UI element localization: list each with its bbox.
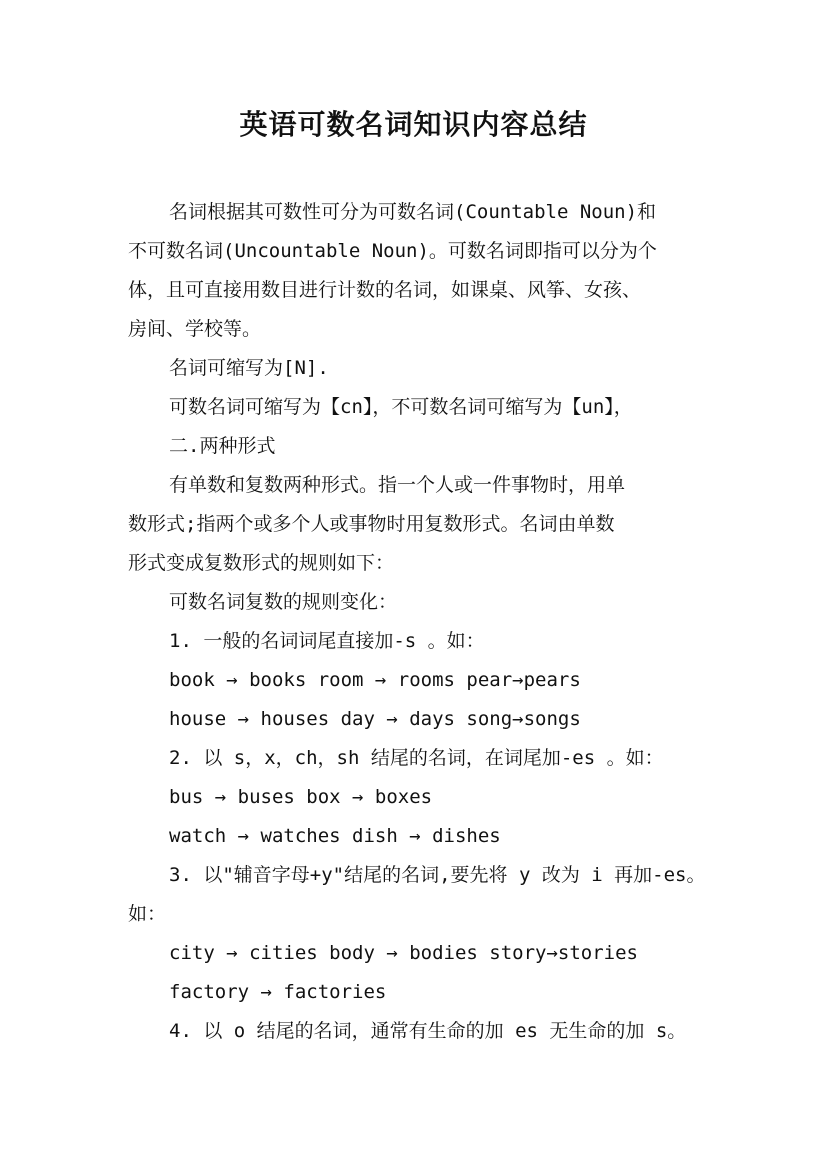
paragraph-line: 体，且可直接用数目进行计数的名词，如课桌、风筝、女孩、 <box>128 279 642 301</box>
paragraph-line: 名词可缩写为[N]. <box>169 357 329 379</box>
example-line: city → cities body → bodies story→stories <box>169 942 638 964</box>
paragraph-line: 形式变成复数形式的规则如下： <box>128 552 395 574</box>
paragraph-line: 不可数名词(Uncountable Noun)。可数名词即指可以分为个 <box>128 240 657 262</box>
paragraph-line: 有单数和复数两种形式。指一个人或一件事物时，用单 <box>169 474 626 496</box>
rule-line: 4. 以 o 结尾的名词，通常有生命的加 es 无生命的加 s。 <box>169 1020 687 1042</box>
example-line: watch → watches dish → dishes <box>169 825 501 847</box>
section-heading: 二.两种形式 <box>169 435 276 457</box>
rule-line: 2. 以 s，x，ch，sh 结尾的名词，在词尾加-es 。如： <box>169 747 664 769</box>
example-line: bus → buses box → boxes <box>169 786 433 808</box>
example-line: book → books room → rooms pear→pears <box>169 669 581 691</box>
paragraph-line: 可数名词复数的规则变化： <box>169 591 398 613</box>
paragraph-line: 名词根据其可数性可分为可数名词(Countable Noun)和 <box>169 201 657 223</box>
example-line: house → houses day → days song→songs <box>169 708 581 730</box>
paragraph-line: 可数名词可缩写为【cn】，不可数名词可缩写为【un】， <box>169 396 633 418</box>
rule-line: 如： <box>128 903 167 925</box>
rule-line: 3. 以"辅音字母+y"结尾的名词,要先将 y 改为 i 再加-es。 <box>169 864 706 886</box>
rule-line: 1. 一般的名词词尾直接加-s 。如： <box>169 630 485 652</box>
example-line: factory → factories <box>169 981 387 1003</box>
document-title: 英语可数名词知识内容总结 <box>239 108 588 141</box>
paragraph-line: 数形式;指两个或多个人或事物时用复数形式。名词由单数 <box>128 513 615 535</box>
paragraph-line: 房间、学校等。 <box>128 318 262 340</box>
